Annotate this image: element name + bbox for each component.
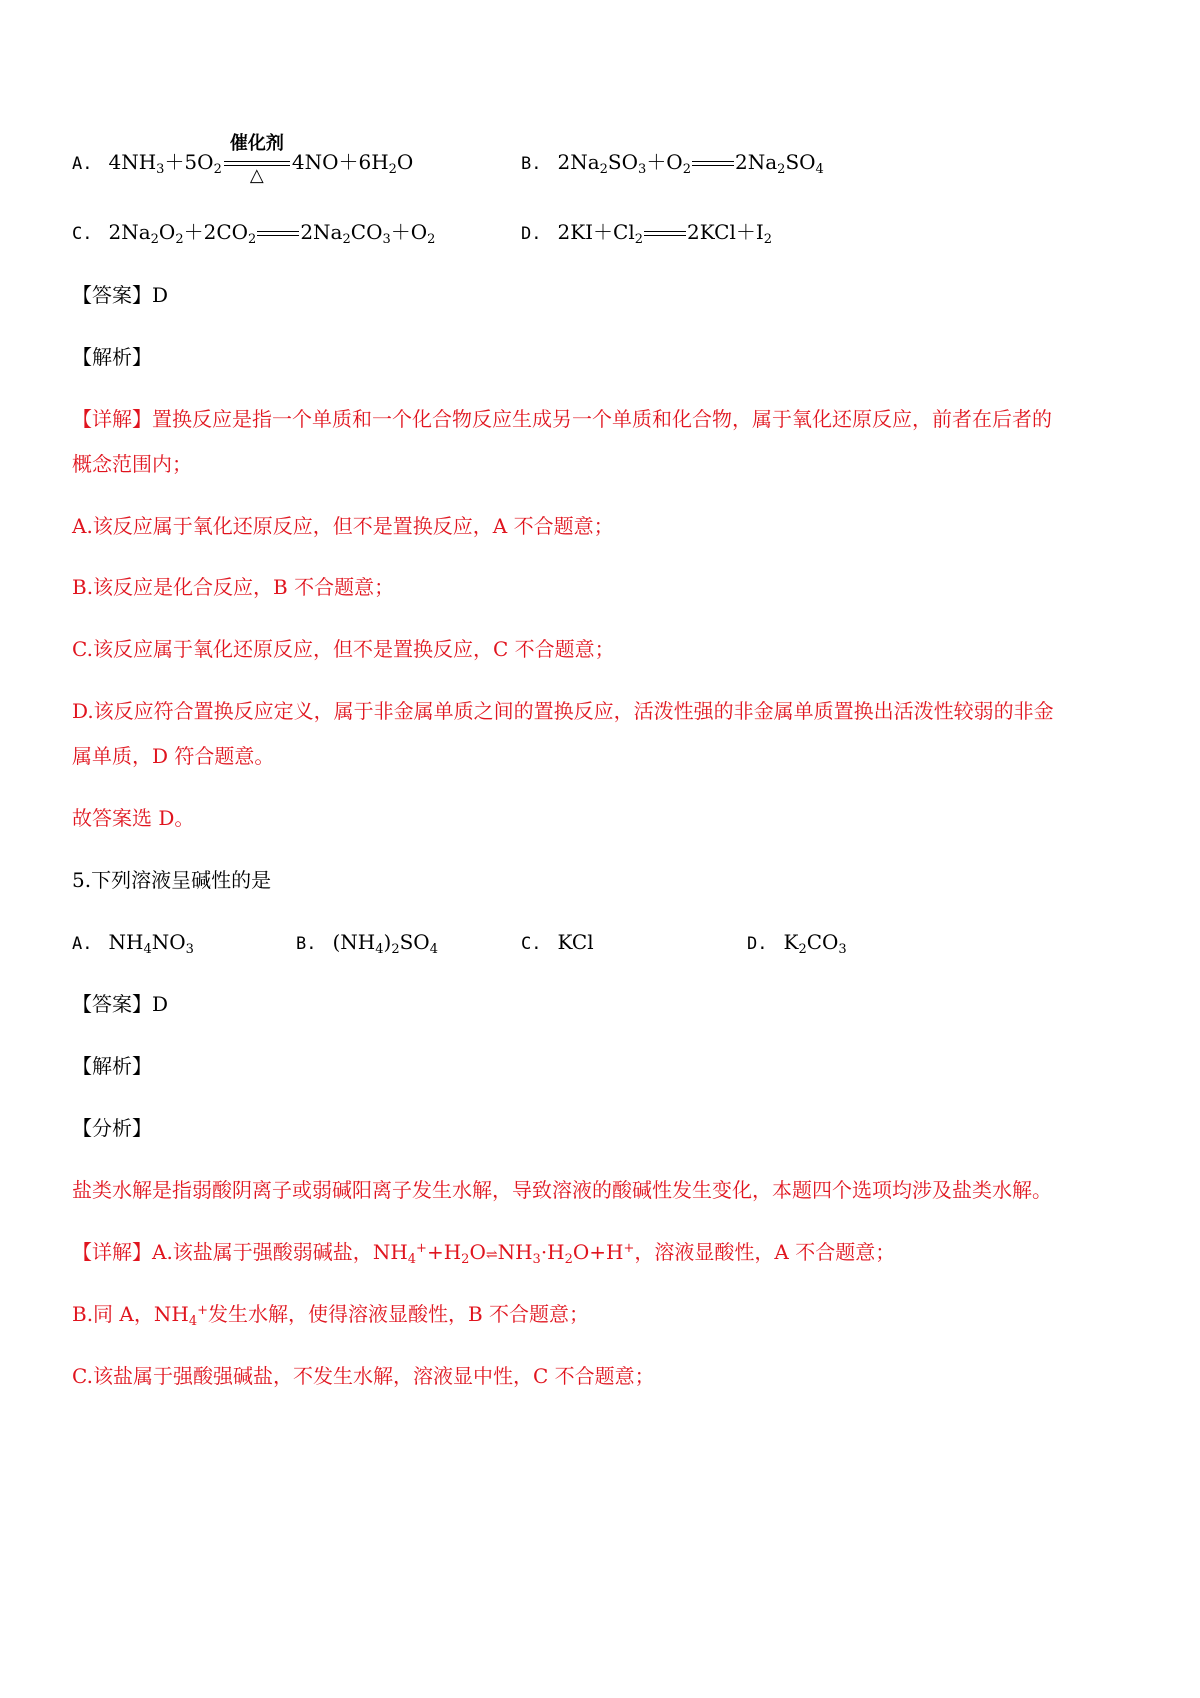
q4-explain-a: A.该反应属于氧化还原反应，但不是置换反应，A 不合题意；	[72, 514, 614, 538]
q5-answer: 【答案】D	[72, 992, 169, 1016]
q4-option-d: D. $2KI+Cl_2$ $2KCl+I_2$	[521, 220, 773, 247]
q4-option-c: C. $2Na_2O_2+2CO_2$ $2Na_2CO_3+O_2$	[72, 220, 436, 247]
reaction-condition: 催化剂 △	[224, 150, 290, 178]
q5-option-a: A. $NH_4NO_3$	[72, 930, 194, 957]
q5-option-c: C. KCl	[521, 930, 594, 954]
q4-explain-d-1: D.该反应符合置换反应定义，属于非金属单质之间的置换反应，活泼性强的非金属单质置换出活泼性较弱的非金	[72, 699, 1054, 723]
q4-detail-line-2: 概念范围内；	[72, 452, 192, 476]
q4-option-a: A. $4NH_3+5O_2$ 催化剂 △ $4NO+6H_2O$	[72, 132, 414, 186]
q4-explain-b: B.该反应是化合反应，B 不合题意；	[72, 575, 395, 599]
q5-stem: 5.下列溶液呈碱性的是	[72, 868, 272, 892]
q4-conclusion: 故答案选 D。	[72, 806, 195, 830]
q4-explain-d-2: 属单质，D 符合题意。	[72, 744, 275, 768]
q5-analysis2-label: 【分析】	[72, 1116, 152, 1140]
q5-detail-a: 【详解】A.该盐属于强酸弱碱盐，$NH_4^++H_2O\rightleftharpoons NH_3\cdot H_2O+H^+$，溶液显酸性，A 不合题意；	[72, 1240, 896, 1267]
q4-analysis-label: 【解析】	[72, 345, 152, 369]
q5-detail-b: B.同 A，$NH_4^+$发生水解，使得溶液显酸性，B 不合题意；	[72, 1302, 590, 1329]
q4-answer: 【答案】D	[72, 283, 169, 307]
q5-analysis-text: 盐类水解是指弱酸阴离子或弱碱阳离子发生水解，导致溶液的酸碱性发生变化，本题四个选项均涉及盐类水解。	[72, 1178, 1052, 1202]
q5-detail-c: C.该盐属于强酸强碱盐，不发生水解，溶液显中性，C 不合题意；	[72, 1364, 655, 1388]
q4-option-b: B. $2Na_2SO_3+O_2$ $2Na_2SO_4$	[521, 150, 824, 177]
q5-option-b: B. $(NH_4)_2SO_4$	[296, 930, 438, 957]
q5-option-d: D. $K_2CO_3$	[747, 930, 847, 957]
q4-explain-c: C.该反应属于氧化还原反应，但不是置换反应，C 不合题意；	[72, 637, 615, 661]
q5-analysis-label: 【解析】	[72, 1054, 152, 1078]
q4-detail-line-1: 【详解】置换反应是指一个单质和一个化合物反应生成另一个单质和化合物，属于氧化还原反应，前者在后者的	[72, 407, 1052, 431]
